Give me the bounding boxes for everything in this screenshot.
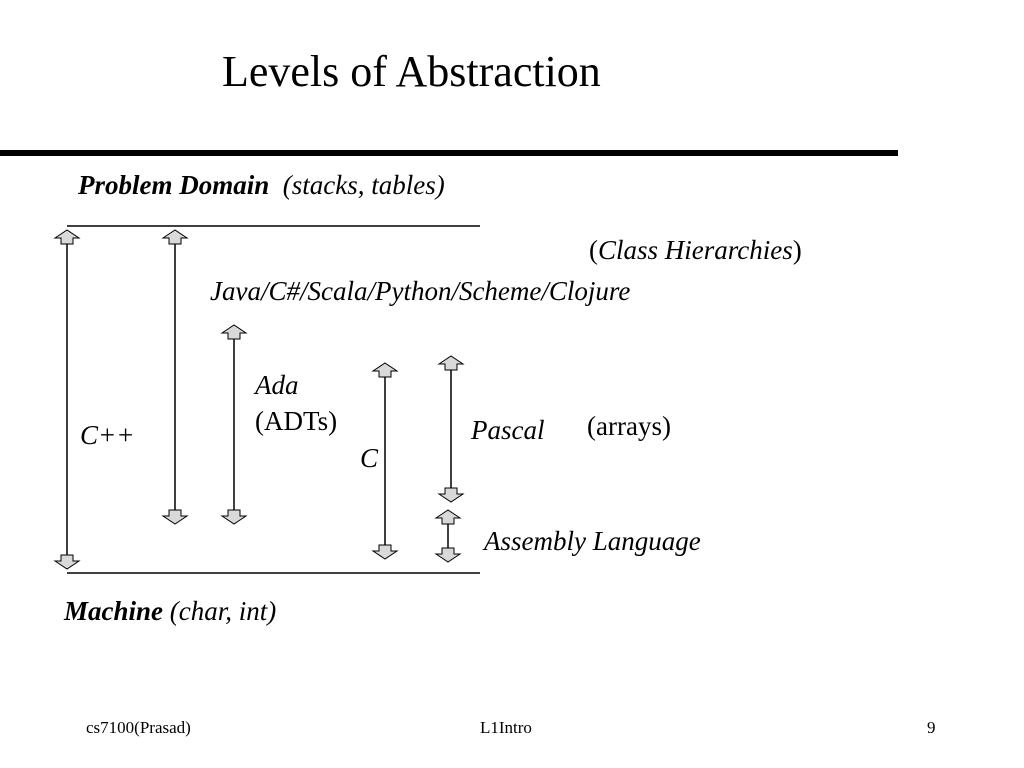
pascal-range-arrow [439, 356, 463, 502]
java-family-label: Java/C#/Scala/Python/Scheme/Clojure [210, 276, 631, 306]
class-hierarchies-text: Class Hierarchies [598, 235, 793, 265]
java-family-range-arrow [163, 230, 187, 524]
c-label: C [360, 443, 379, 473]
title-underline-rule [0, 150, 898, 156]
machine-title: Machine [64, 596, 164, 626]
ada-label: Ada [255, 370, 299, 400]
machine-note: (char, int) [169, 596, 277, 626]
problem-domain-title: Problem Domain [78, 170, 270, 200]
ada-range-arrow [222, 325, 246, 524]
class-hierarchies-open-paren: ( [589, 235, 598, 265]
arrays-label: (arrays) [587, 411, 671, 441]
problem-domain-note: (stacks, tables) [282, 170, 445, 200]
cpp-range-arrow [55, 230, 79, 569]
footer-page-number: 9 [927, 718, 936, 737]
slide-title: Levels of Abstraction [222, 47, 601, 96]
assembly-language-label: Assembly Language [484, 526, 701, 556]
adts-label: (ADTs) [255, 406, 338, 436]
machine-label [64, 596, 276, 627]
pascal-label: Pascal [471, 415, 545, 445]
problem-domain-label [78, 170, 445, 201]
footer-course: cs7100(Prasad) [86, 718, 191, 737]
footer-lecture: L1Intro [480, 718, 532, 737]
class-hierarchies-close-paren: ) [792, 235, 802, 265]
class-hierarchies-label [589, 235, 802, 266]
cpp-label: C++ [80, 420, 135, 450]
assembly-range-arrow [436, 510, 460, 562]
